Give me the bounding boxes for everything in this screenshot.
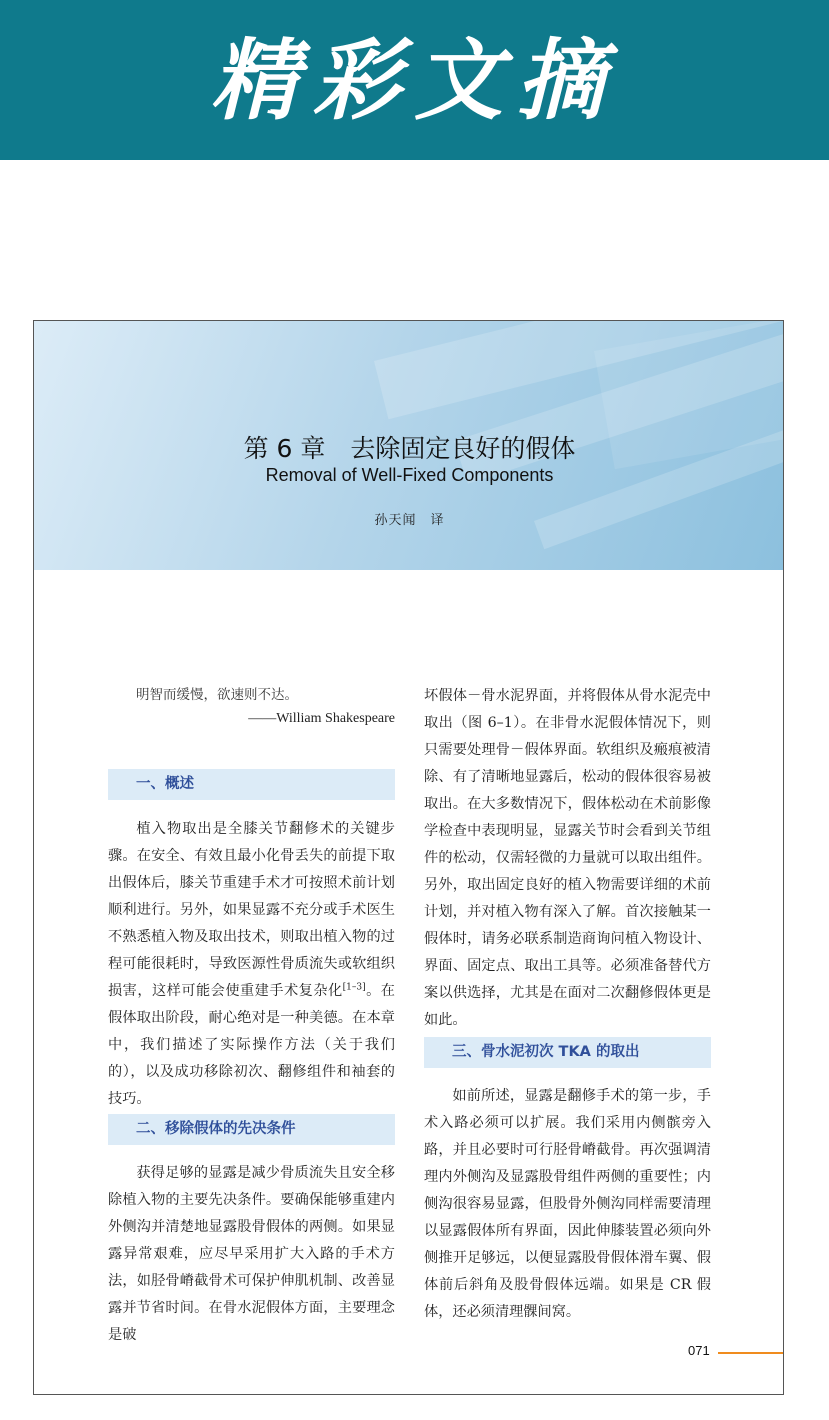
translator-credit: 孙天闻 译 bbox=[374, 513, 445, 528]
chapter-title-english: Removal of Well-Fixed Components bbox=[265, 465, 554, 485]
banner-title: 精彩文摘 bbox=[210, 29, 619, 132]
epigraph-text: 明智而缓慢，欲速则不达。 bbox=[136, 687, 298, 703]
paragraph: 获得足够的显露是减少骨质流失且安全移除植入物的主要先决条件。要确保能够重建内外侧沟并清楚地显露股骨假体的两侧。如果显露异常艰难，应尽早采用扩大入路的手术方法，如胫骨嵴截骨术可保护伸肌机制、改善显露并节省时间。在骨水泥假体方面，主要理念是破 bbox=[108, 1165, 395, 1343]
paragraph-text: 植入物取出是全膝关节翻修术的关键步骤。在安全、有效且最小化骨丢失的前提下取出假体后，膝关节重建手术才可按照术前计划顺利进行。另外，如果显露不充分或手术医生不熟悉植入物及取出技术，则取出植入物的过程可能很耗时，导致医源性骨质流失或软组织损害，这样可能会使重建手术复杂化 bbox=[108, 821, 395, 999]
paragraph: 坏假体－骨水泥界面，并将假体从骨水泥壳中取出（图 6–1）。在非骨水泥假体情况下，则只需要处理骨－假体界面。软组织及瘢痕被清除、有了清晰地显露后，松动的假体很容易被取出。在大多数情况下，假体松动在术前影像学检查中表现明显，显露关节时会看到关节组件的松动，仅需轻微的力量就可以取出组件。另外，取出固定良好的植入物需要详细的术前计划，并对植入物有深入了解。首次接触某一假体时，请务必联系制造商询问植入物设计、界面、固定点、取出工具等。必须准备替代方案以供选择，尤其是在面对二次翻修假体更是如此。 bbox=[424, 688, 711, 1028]
section-heading-cemented-tka: 三、骨水泥初次 TKA 的取出 bbox=[424, 1037, 711, 1068]
chapter-title: 第 6 章 去除固定良好的假体 bbox=[243, 434, 576, 463]
citation-ref: [1–3] bbox=[342, 982, 366, 993]
section-prerequisites-continued bbox=[424, 683, 711, 1034]
section-heading-prerequisites: 二、移除假体的先决条件 bbox=[108, 1114, 395, 1145]
section-prerequisites-body bbox=[108, 1160, 395, 1349]
chapter-header bbox=[34, 321, 784, 570]
book-page bbox=[33, 320, 784, 1395]
section-heading-overview: 一、概述 bbox=[108, 769, 395, 800]
page-number-rule bbox=[718, 1352, 784, 1354]
paragraph-text: 。在假体取出阶段，耐心绝对是一种美德。在本章中，我们描述了实际操作方法（关于我们的），以及成功移除初次、翻修组件和袖套的技巧。 bbox=[108, 983, 395, 1107]
section-cemented-tka-body bbox=[424, 1083, 711, 1326]
page-number: 071 bbox=[688, 1343, 710, 1358]
banner bbox=[0, 0, 829, 160]
section-overview-body bbox=[108, 816, 395, 1113]
paragraph: 如前所述，显露是翻修手术的第一步，手术入路必须可以扩展。我们采用内侧髌旁入路，并且必要时可行胫骨嵴截骨。再次强调清理内外侧沟及显露股骨组件两侧的重要性；内侧沟很容易显露，但股骨外侧沟同样需要清理以显露假体所有界面，因此伸膝装置必须向外侧推开足够远，以便显露股骨假体滑车翼、假体前后斜角及股骨假体远端。如果是 CR 假体，还必须清理髁间窝。 bbox=[424, 1088, 711, 1320]
epigraph-author: ——William Shakespeare bbox=[248, 711, 395, 726]
paragraph bbox=[108, 816, 395, 1113]
